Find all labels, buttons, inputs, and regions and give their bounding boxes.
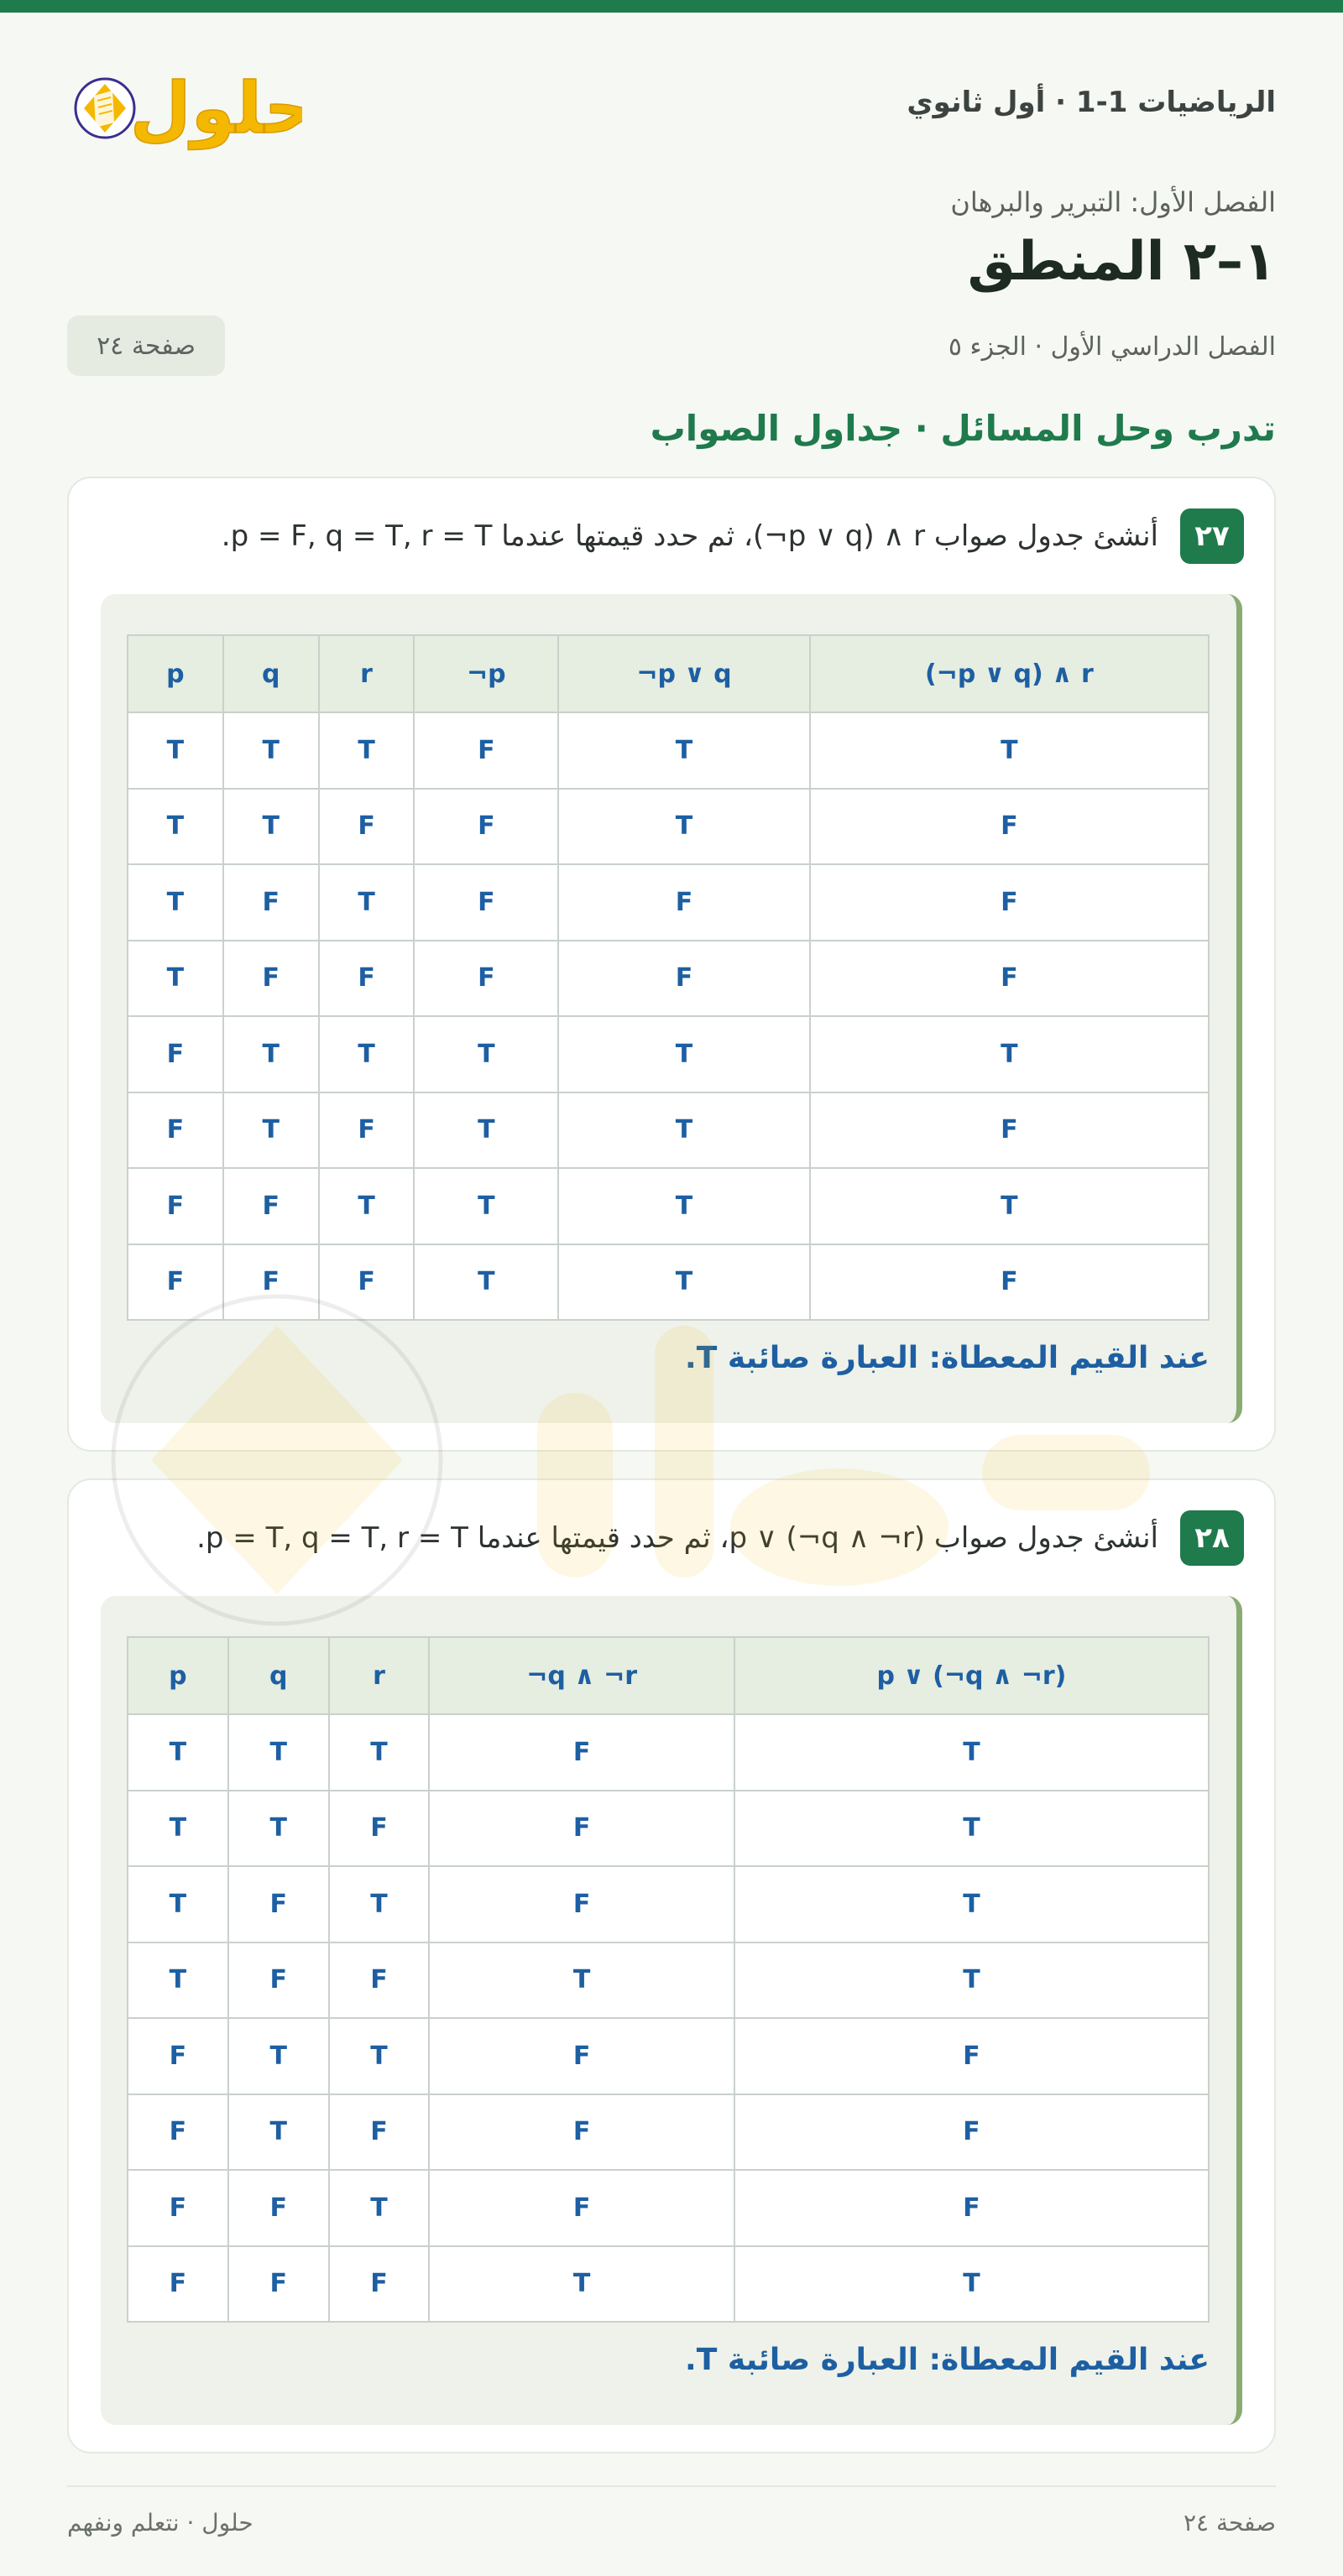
table-cell: T (429, 2246, 734, 2323)
brand-logo (67, 52, 302, 161)
table-cell: T (128, 789, 223, 865)
table-cell: T (414, 1168, 558, 1244)
table-cell: F (429, 1791, 734, 1867)
table-cell: F (128, 2094, 228, 2171)
column-header: p ∨ (¬q ∧ ¬r) (734, 1637, 1209, 1714)
table-cell: F (429, 2170, 734, 2246)
table-cell: T (128, 864, 223, 941)
table-cell: T (128, 1714, 228, 1791)
answer-box (101, 1596, 1242, 2425)
question-text: أنشئ جدول صواب (¬p ∨ q) ∧ r، ثم حدد قيمتها عندما p = F, q = T, r = T. (221, 519, 1158, 553)
table-cell: F (429, 2094, 734, 2171)
page-header (67, 52, 1276, 161)
table-cell: T (414, 1092, 558, 1169)
table-cell: F (329, 1942, 430, 2019)
lesson-title: ١–٢ المنطق (967, 231, 1276, 293)
table-cell: F (128, 1016, 223, 1092)
table-cell: F (319, 941, 415, 1017)
table-cell: F (810, 1244, 1209, 1321)
table-cell: T (128, 1866, 228, 1942)
answer-conclusion: عند القيم المعطاة: العبارة صائبة T. (685, 1341, 1210, 1375)
table-cell: T (128, 941, 223, 1017)
column-header: r (329, 1637, 430, 1714)
table-cell: F (558, 941, 810, 1017)
table-cell: T (734, 1791, 1209, 1867)
table-cell: T (128, 1942, 228, 2019)
table-row (128, 2018, 1209, 2094)
table-cell: T (228, 2018, 329, 2094)
column-header: r (319, 635, 415, 712)
table-cell: T (329, 1714, 430, 1791)
table-cell: F (319, 789, 415, 865)
table-row (128, 2094, 1209, 2171)
table-cell: F (810, 1092, 1209, 1169)
table-cell: F (228, 1866, 329, 1942)
table-cell: T (414, 1244, 558, 1321)
table-cell: T (223, 712, 319, 789)
table-cell: F (228, 1942, 329, 2019)
table-cell: F (414, 941, 558, 1017)
table-cell: T (558, 1244, 810, 1321)
logo-icon (67, 52, 302, 161)
truth-table (127, 1636, 1210, 2323)
table-cell: F (558, 864, 810, 941)
table-header-row (128, 1637, 1209, 1714)
table-row (128, 789, 1209, 865)
page-badge: صفحة ٢٤ (67, 315, 225, 376)
table-cell: F (810, 789, 1209, 865)
table-cell: T (319, 1168, 415, 1244)
table-cell: T (429, 1942, 734, 2019)
table-cell: F (329, 2246, 430, 2323)
table-cell: T (558, 712, 810, 789)
table-cell: T (558, 1092, 810, 1169)
table-cell: T (223, 1016, 319, 1092)
table-row (128, 864, 1209, 941)
table-cell: T (128, 1791, 228, 1867)
chapter-title: الفصل الأول: التبرير والبرهان (950, 186, 1276, 218)
question-header (196, 1510, 1244, 1566)
question-values: p = F, q = T, r = T (230, 519, 493, 553)
table-cell: F (810, 941, 1209, 1017)
question-number: ٢٧ (1180, 508, 1244, 564)
column-header: ¬q ∧ ¬r (429, 1637, 734, 1714)
table-cell: F (223, 941, 319, 1017)
table-cell: F (223, 1244, 319, 1321)
table-cell: F (128, 2018, 228, 2094)
table-cell: F (223, 864, 319, 941)
svg-text:حلول: حلول (129, 67, 302, 149)
table-cell: T (414, 1016, 558, 1092)
table-cell: T (228, 2094, 329, 2171)
table-cell: T (810, 1016, 1209, 1092)
table-cell: T (319, 1016, 415, 1092)
footer-page-number: صفحة ٢٤ (1183, 2509, 1276, 2537)
question-values: p = T, q = T, r = T (205, 1521, 468, 1555)
column-header: q (228, 1637, 329, 1714)
table-cell: T (329, 2018, 430, 2094)
table-cell: F (734, 2018, 1209, 2094)
table-row (128, 2246, 1209, 2323)
footer-brand: حلول · نتعلم ونفهم (67, 2509, 253, 2537)
table-cell: T (734, 1866, 1209, 1942)
question-expression: p ∨ (¬q ∧ ¬r) (729, 1521, 926, 1555)
table-row (128, 941, 1209, 1017)
table-cell: T (228, 1791, 329, 1867)
column-header: (¬p ∨ q) ∧ r (810, 635, 1209, 712)
question-text: أنشئ جدول صواب p ∨ (¬q ∧ ¬r)، ثم حدد قيمتها عندما p = T, q = T, r = T. (196, 1521, 1158, 1555)
footer-divider (67, 2485, 1276, 2487)
table-cell: F (429, 1714, 734, 1791)
question-card-28 (67, 1478, 1276, 2453)
table-cell: F (319, 1092, 415, 1169)
logo-wordmark (130, 67, 302, 150)
column-header: ¬p (414, 635, 558, 712)
table-row (128, 1016, 1209, 1092)
table-cell: F (329, 1791, 430, 1867)
table-cell: F (429, 1866, 734, 1942)
table-cell: F (810, 864, 1209, 941)
truth-table (127, 634, 1210, 1321)
table-cell: F (429, 2018, 734, 2094)
table-cell: T (329, 1866, 430, 1942)
table-cell: T (329, 2170, 430, 2246)
table-row (128, 2170, 1209, 2246)
table-cell: T (319, 712, 415, 789)
table-cell: T (228, 1714, 329, 1791)
table-cell: F (414, 712, 558, 789)
table-cell: F (734, 2170, 1209, 2246)
table-cell: T (558, 1016, 810, 1092)
table-cell: T (223, 789, 319, 865)
section-title: تدرب وحل المسائل · جداول الصواب (650, 408, 1276, 449)
table-cell: F (228, 2170, 329, 2246)
table-cell: F (128, 1244, 223, 1321)
table-cell: T (810, 1168, 1209, 1244)
table-cell: T (319, 864, 415, 941)
table-cell: F (228, 2246, 329, 2323)
table-cell: F (734, 2094, 1209, 2171)
table-row (128, 712, 1209, 789)
table-cell: T (734, 1942, 1209, 2019)
term-info: الفصل الدراسي الأول · الجزء ٥ (948, 332, 1276, 362)
table-cell: F (128, 2170, 228, 2246)
top-accent-bar (0, 0, 1343, 13)
column-header: q (223, 635, 319, 712)
table-cell: T (810, 712, 1209, 789)
table-cell: F (128, 1092, 223, 1169)
table-cell: T (734, 1714, 1209, 1791)
table-cell: F (319, 1244, 415, 1321)
column-header: p (128, 635, 223, 712)
answer-box (101, 594, 1242, 1423)
table-cell: F (414, 789, 558, 865)
table-cell: F (329, 2094, 430, 2171)
table-row (128, 1791, 1209, 1867)
table-cell: T (128, 712, 223, 789)
table-cell: T (223, 1092, 319, 1169)
table-row (128, 1942, 1209, 2019)
table-cell: F (223, 1168, 319, 1244)
table-cell: F (128, 1168, 223, 1244)
table-cell: T (734, 2246, 1209, 2323)
table-row (128, 1092, 1209, 1169)
question-card-27 (67, 477, 1276, 1452)
question-number: ٢٨ (1180, 1510, 1244, 1566)
table-row (128, 1714, 1209, 1791)
question-expression: (¬p ∨ q) ∧ r (752, 519, 926, 553)
table-cell: F (414, 864, 558, 941)
column-header: p (128, 1637, 228, 1714)
answer-conclusion: عند القيم المعطاة: العبارة صائبة T. (685, 2343, 1210, 2377)
table-row (128, 1244, 1209, 1321)
table-row (128, 1866, 1209, 1942)
table-row (128, 1168, 1209, 1244)
table-cell: F (128, 2246, 228, 2323)
course-title: الرياضيات 1-1 · أول ثانوي (907, 86, 1276, 119)
table-cell: T (558, 1168, 810, 1244)
table-header-row (128, 635, 1209, 712)
question-header (222, 508, 1244, 564)
column-header: ¬p ∨ q (558, 635, 810, 712)
table-cell: T (558, 789, 810, 865)
